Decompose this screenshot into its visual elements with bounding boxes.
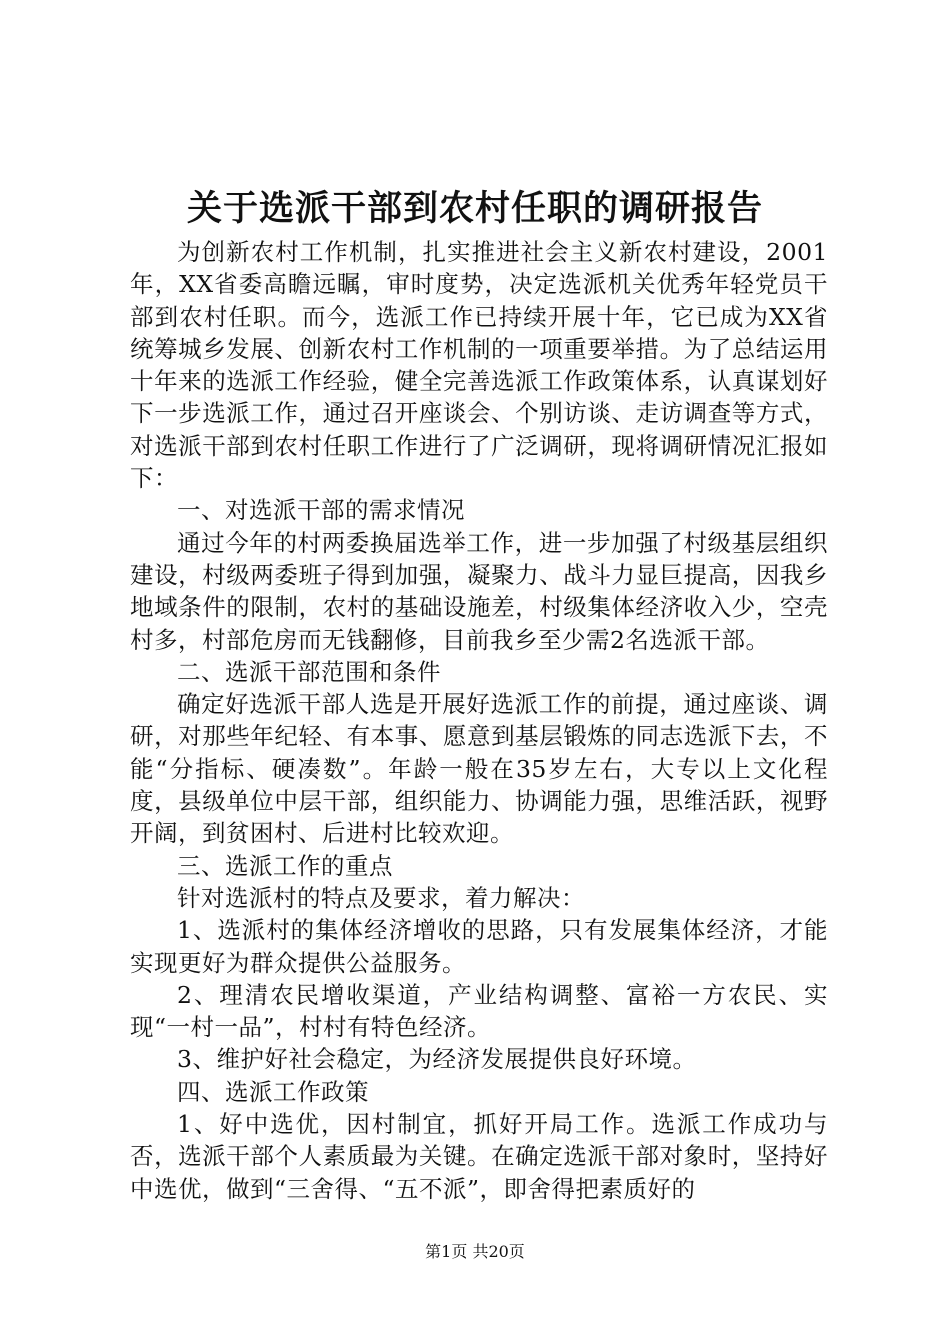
- list-item-focus-1: 1、选派村的集体经济增收的思路，只有发展集体经济，才能实现更好为群众提供公益服务。: [130, 916, 828, 977]
- section-heading-1: 一、对选派干部的需求情况: [177, 496, 465, 525]
- page-footer: 第1页 共20页: [425, 1242, 525, 1261]
- document-body: [130, 236, 828, 1205]
- paragraph-scope: 确定好选派干部人选是开展好选派工作的前提，通过座谈、调研，对那些年纪轻、有本事、愿意到基层锻炼的同志选派下去，不能“分指标、硬凑数”。年龄一般在35岁左右，大专以上文化程度，县级单位中层干部，组织能力、协调能力强，思维活跃，视野开阔，到贫困村、后进村比较欢迎。: [130, 690, 828, 848]
- section-heading-4: 四、选派工作政策: [177, 1077, 369, 1106]
- list-item-policy-1: 1、好中选优，因村制宜，抓好开局工作。选派工作成功与否，选派干部个人素质最为关键。在确定选派干部对象时，坚持好中选优，做到“三舍得、“五不派”，即舍得把素质好的: [130, 1110, 828, 1203]
- document-title: 关于选派干部到农村任职的调研报告: [186, 188, 763, 229]
- section-heading-3: 三、选派工作的重点: [177, 851, 393, 880]
- list-item-focus-3: 3、维护好社会稳定，为经济发展提供良好环境。: [177, 1045, 697, 1074]
- paragraph-focus-intro: 针对选派村的特点及要求，着力解决：: [177, 883, 585, 912]
- section-heading-2: 二、选派干部范围和条件: [177, 657, 441, 686]
- paragraph-intro: 为创新农村工作机制，扎实推进社会主义新农村建设，2001年，XX省委高瞻远瞩，审时度势，决定选派机关优秀年轻党员干部到农村任职。而今，选派工作已持续开展十年，它已成为XX省统筹城乡发展、创新农村工作机制的一项重要举措。为了总结运用十年来的选派工作经验，健全完善选派工作政策体系，认真谋划好下一步选派工作，通过召开座谈会、个别访谈、走访调查等方式，对选派干部到农村任职工作进行了广泛调研，现将调研情况汇报如下：: [130, 238, 828, 493]
- paragraph-demand: 通过今年的村两委换届选举工作，进一步加强了村级基层组织建设，村级两委班子得到加强，凝聚力、战斗力显巨提高，因我乡地域条件的限制，农村的基础设施差，村级集体经济收入少，空壳村多，村部危房而无钱翻修，目前我乡至少需2名选派干部。: [130, 528, 828, 654]
- list-item-focus-2: 2、理清农民增收渠道，产业结构调整、富裕一方农民、实现“一村一品”，村村有特色经济。: [130, 980, 828, 1042]
